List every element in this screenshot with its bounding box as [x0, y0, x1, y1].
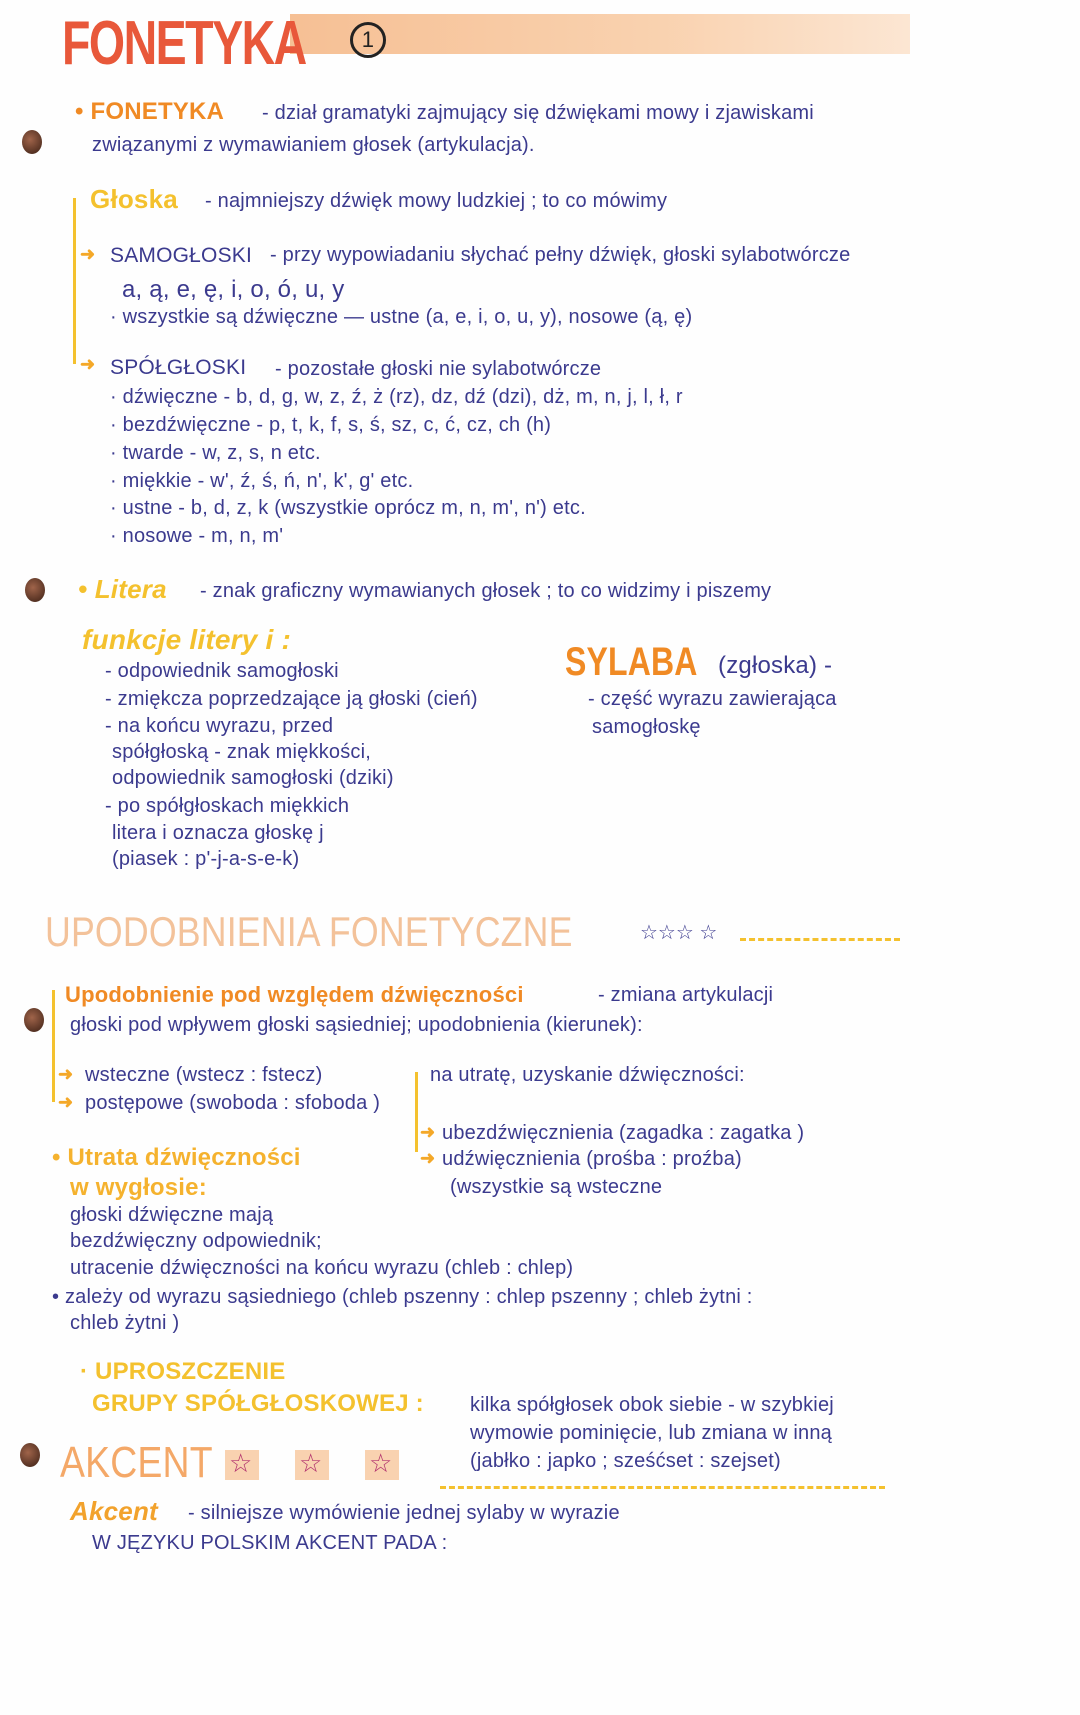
bracket — [415, 1072, 418, 1152]
sylaba-term: SYLABA — [565, 640, 698, 684]
punch-hole — [22, 130, 42, 154]
divider — [440, 1486, 885, 1489]
arrow-right-icon: ➜ — [58, 1092, 74, 1112]
funkcje-item: spółgłoską - znak miękkości, — [112, 741, 372, 763]
ubezdzwiecznienia: ubezdźwięcznienia (zagadka : zagatka ) — [442, 1122, 805, 1144]
spolgloski-item: · miękkie - w', ź, ś, ń, n', k', g' etc. — [110, 470, 414, 492]
funkcje-item: - odpowiednik samogłoski — [105, 660, 339, 682]
fonetyka-def: - dział gramatyki zajmujący się dźwiękami mowy i zjawiskami — [262, 102, 814, 124]
bracket — [73, 198, 76, 364]
sylaba-def: samogłoskę — [592, 716, 701, 738]
litera-term: • Litera — [78, 574, 167, 604]
upodobnienie-term: Upodobnienie pod względem dźwięczności — [65, 982, 524, 1007]
utrata-line: bezdźwięczny odpowiednik; — [70, 1230, 322, 1252]
fonetyka-def: związanymi z wymawianiem głosek (artykulacja). — [92, 134, 535, 156]
utrata-line: chleb żytni ) — [70, 1312, 180, 1334]
star-icon: ☆ — [299, 1448, 323, 1478]
arrow-right-icon: ➜ — [80, 354, 96, 374]
fonetyka-term: • FONETYKA — [75, 98, 225, 125]
upodobnienie-def: głoski pod wpływem głoski sąsiedniej; upodobnienia (kierunek): — [70, 1014, 643, 1036]
star-icon: ☆ — [369, 1448, 393, 1478]
funkcje-item: - na końcu wyrazu, przed — [105, 715, 334, 737]
sylaba-def: - część wyrazu zawierająca — [588, 688, 837, 710]
uproszczenie-line: wymowie pominięcie, lub zmiana w inną — [470, 1422, 832, 1444]
funkcje-title: funkcje litery i : — [82, 624, 291, 655]
uproszczenie-term: GRUPY SPÓŁGŁOSKOWEJ : — [92, 1390, 424, 1417]
sylaba-paren: (zgłoska) - — [718, 652, 833, 679]
divider — [740, 938, 900, 941]
upodobnienia-heading: UPODOBNIENIA FONETYCZNE — [45, 908, 573, 955]
utrata-line: utracenie dźwięczności na końcu wyrazu (chleb : chlep) — [70, 1257, 574, 1279]
utrata-line: głoski dźwięczne mają — [70, 1204, 274, 1226]
arrow-right-icon: ➜ — [420, 1148, 436, 1168]
page-title: FONETYKA — [62, 9, 306, 78]
utrata-line: • zależy od wyrazu sąsiedniego (chleb pszenny : chlep pszenny ; chleb żytni : — [52, 1286, 753, 1308]
spolgloski-term: SPÓŁGŁOSKI — [110, 356, 247, 379]
spolgloski-item: · twarde - w, z, s, n etc. — [110, 442, 321, 464]
spolgloski-item: · nosowe - m, n, m' — [110, 525, 284, 547]
funkcje-item: litera i oznacza głoskę j — [112, 822, 324, 844]
spolgloski-item: · dźwięczne - b, d, g, w, z, ź, ż (rz), dz, dź (dzi), dż, m, n, j, l, ł, r — [110, 386, 683, 408]
spolgloski-def: - pozostałe głoski nie sylabotwórcze — [275, 358, 602, 380]
akcent-note: W JĘZYKU POLSKIM AKCENT PADA : — [92, 1532, 448, 1554]
uproszczenie-line: kilka spółgłosek obok siebie - w szybkiej — [470, 1394, 834, 1416]
utrata-term: • Utrata dźwięczności — [52, 1144, 301, 1171]
udzwiecznienia: udźwięcznienia (prośba : proźba) — [442, 1148, 742, 1170]
punch-hole — [24, 1008, 44, 1032]
akcent-def: - silniejsze wymówienie jednej sylaby w wyrazie — [188, 1502, 620, 1524]
akcent-heading: AKCENT — [60, 1438, 213, 1487]
samogloski-def: - przy wypowiadaniu słychać pełny dźwięk, głoski sylabotwórcze — [270, 244, 851, 266]
uproszczenie-line: (jabłko : japko ; sześćset : szejset) — [470, 1450, 781, 1472]
akcent-term: Akcent — [70, 1496, 158, 1526]
wszystkie-wsteczne: (wszystkie są wsteczne — [450, 1176, 663, 1198]
arrow-right-icon: ➜ — [420, 1122, 436, 1142]
spolgloski-item: · bezdźwięczne - p, t, k, f, s, ś, sz, c, ć, cz, ch (h) — [110, 414, 552, 436]
punch-hole — [20, 1443, 40, 1467]
upodobnienie-def: - zmiana artykulacji — [598, 984, 774, 1006]
funkcje-item: odpowiednik samogłoski (dziki) — [112, 767, 394, 789]
star-icon: ☆ — [229, 1448, 253, 1478]
punch-hole — [25, 578, 45, 602]
spolgloski-item: · ustne - b, d, z, k (wszystkie oprócz m, n, m', n') etc. — [110, 497, 586, 519]
vowel-list: a, ą, e, ę, i, o, ó, u, y — [122, 276, 345, 303]
page-number-badge: 1 — [350, 22, 386, 58]
funkcje-item: - po spółgłoskach miękkich — [105, 795, 350, 817]
samogloski-note: · wszystkie są dźwięczne — ustne (a, e, i, o, u, y), nosowe (ą, ę) — [110, 306, 693, 328]
utrata-term: w wygłosie: — [70, 1174, 207, 1201]
wsteczne: wsteczne (wstecz : fstecz) — [85, 1064, 323, 1086]
bracket — [52, 990, 55, 1102]
gloska-def: - najmniejszy dźwięk mowy ludzkiej ; to co mówimy — [205, 190, 668, 212]
uproszczenie-term: · UPROSZCZENIE — [80, 1358, 286, 1385]
gloska-term: Głoska — [90, 184, 178, 214]
postepowe: postępowe (swoboda : sfoboda ) — [85, 1092, 381, 1114]
funkcje-item: - zmiękcza poprzedzające ją głoski (cień) — [105, 688, 478, 710]
arrow-right-icon: ➜ — [58, 1064, 74, 1084]
litera-def: - znak graficzny wymawianych głosek ; to co widzimy i piszemy — [200, 580, 772, 602]
samogloski-term: SAMOGŁOSKI — [110, 244, 253, 267]
star-icon: ☆☆☆ ☆ — [640, 922, 718, 944]
arrow-right-icon: ➜ — [80, 244, 96, 264]
na-utrate: na utratę, uzyskanie dźwięczności: — [430, 1064, 745, 1086]
funkcje-item: (piasek : p'-j-a-s-e-k) — [112, 848, 300, 870]
